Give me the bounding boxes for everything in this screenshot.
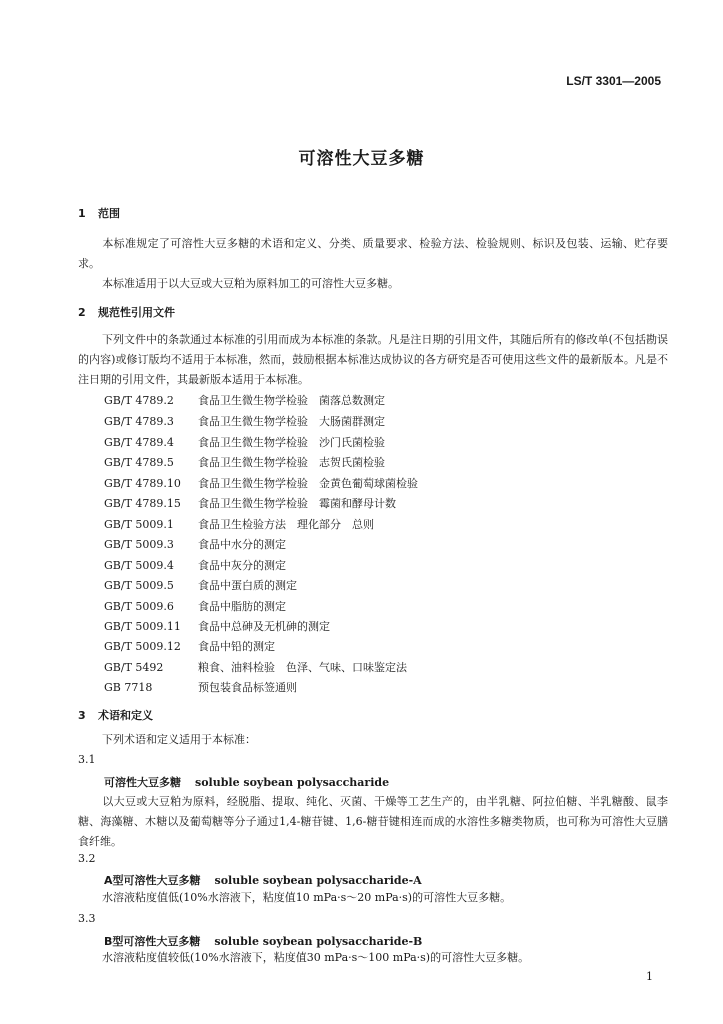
term-number: 3.1 bbox=[78, 753, 96, 766]
reference-title: 食品中灰分的测定 bbox=[198, 559, 286, 572]
reference-item bbox=[104, 536, 286, 552]
reference-title: 食品卫生微生物学检验 霉菌和酵母计数 bbox=[198, 497, 396, 510]
reference-title: 食品卫生微生物学检验 沙门氏菌检验 bbox=[198, 436, 385, 449]
standard-code: LS/T 3301—2005 bbox=[566, 74, 661, 88]
scope-text-1: 本标准规定了可溶性大豆多糖的术语和定义、分类、质量要求、检验方法、检验规则、标识及包装、运输、贮存要求。 bbox=[78, 237, 668, 270]
terms-intro-text: 下列术语和定义适用于本标准： bbox=[102, 733, 256, 746]
normative-intro-text: 下列文件中的条款通过本标准的引用而成为本标准的条款。凡是注日期的引用文件，其随后所有的修改单(不包括勘误的内容)或修订版均不适用于本标准，然而，鼓励根据本标准达成协议的各方研究是否可使用这些文件的最新版本。凡是不注日期的引用文件，其最新版本适用于本标准。 bbox=[78, 333, 668, 386]
reference-item bbox=[104, 454, 385, 470]
term-name-zh: B型可溶性大豆多糖 bbox=[104, 935, 201, 948]
reference-item bbox=[104, 495, 396, 511]
document-title: 可溶性大豆多糖 bbox=[298, 149, 425, 169]
section-number: 1 bbox=[78, 207, 86, 220]
reference-title: 食品中脂肪的测定 bbox=[198, 600, 286, 613]
reference-title: 食品中蛋白质的测定 bbox=[198, 579, 297, 592]
reference-code: GB/T 4789.2 bbox=[104, 394, 174, 407]
reference-item bbox=[104, 516, 374, 532]
reference-code: GB/T 5009.11 bbox=[104, 620, 181, 633]
reference-title: 食品中水分的测定 bbox=[198, 538, 286, 551]
reference-item bbox=[104, 577, 297, 593]
terms-intro-paragraph bbox=[78, 730, 668, 750]
reference-title: 粮食、油料检验 色泽、气味、口味鉴定法 bbox=[198, 661, 407, 674]
section-title: 规范性引用文件 bbox=[98, 306, 175, 319]
section-1-heading bbox=[78, 205, 120, 221]
reference-code: GB/T 5009.3 bbox=[104, 538, 174, 551]
term-heading bbox=[104, 774, 389, 790]
term-heading bbox=[104, 933, 422, 949]
reference-code: GB/T 4789.5 bbox=[104, 456, 174, 469]
section-3-heading bbox=[78, 707, 153, 723]
section-title: 范围 bbox=[98, 207, 120, 220]
reference-title: 食品卫生微生物学检验 大肠菌群测定 bbox=[198, 415, 385, 428]
term-name-en: soluble soybean polysaccharide-A bbox=[214, 874, 422, 887]
reference-item bbox=[104, 598, 286, 614]
normative-intro-paragraph bbox=[78, 330, 668, 390]
reference-code: GB/T 5009.4 bbox=[104, 559, 174, 572]
reference-item bbox=[104, 434, 385, 450]
reference-code: GB/T 4789.4 bbox=[104, 436, 174, 449]
reference-item bbox=[104, 618, 330, 634]
term-definition-text: 以大豆或大豆粕为原料，经脱脂、提取、纯化、灭菌、干燥等工艺生产的，由半乳糖、阿拉伯糖、半乳糖酸、鼠李糖、海藻糖、木糖以及葡萄糖等分子通过1,4-糖苷键、1,6-糖苷键相连而成的水溶性多糖类物质，也可称为可溶性大豆膳食纤维。 bbox=[78, 795, 668, 848]
term-definition bbox=[78, 888, 668, 908]
scope-text-2: 本标准适用于以大豆或大豆粕为原料加工的可溶性大豆多糖。 bbox=[102, 277, 399, 290]
reference-code: GB/T 5009.1 bbox=[104, 518, 174, 531]
term-definition bbox=[78, 948, 668, 968]
reference-title: 食品中总砷及无机砷的测定 bbox=[198, 620, 330, 633]
term-name-en: soluble soybean polysaccharide-B bbox=[214, 935, 423, 948]
reference-title: 食品卫生微生物学检验 志贺氏菌检验 bbox=[198, 456, 385, 469]
reference-item bbox=[104, 475, 418, 491]
reference-code: GB 7718 bbox=[104, 681, 153, 694]
reference-item bbox=[104, 413, 385, 429]
term-heading bbox=[104, 872, 422, 888]
term-definition-text: 水溶液粘度值低(10%水溶液下，粘度值10 mPa·s～20 mPa·s)的可溶性大豆多糖。 bbox=[102, 891, 512, 904]
term-definition-text: 水溶液粘度值较低(10%水溶液下，粘度值30 mPa·s～100 mPa·s)的可溶性大豆多糖。 bbox=[102, 951, 530, 964]
reference-code: GB/T 4789.3 bbox=[104, 415, 174, 428]
reference-title: 食品卫生检验方法 理化部分 总则 bbox=[198, 518, 374, 531]
reference-item bbox=[104, 659, 407, 675]
term-name-en: soluble soybean polysaccharide bbox=[195, 776, 390, 789]
term-name-zh: 可溶性大豆多糖 bbox=[104, 776, 181, 789]
reference-code: GB/T 5009.6 bbox=[104, 600, 174, 613]
term-name-zh: A型可溶性大豆多糖 bbox=[104, 874, 201, 887]
reference-item bbox=[104, 679, 297, 695]
reference-item bbox=[104, 557, 286, 573]
term-number: 3.2 bbox=[78, 852, 96, 865]
reference-item bbox=[104, 392, 385, 408]
reference-title: 预包装食品标签通则 bbox=[198, 681, 297, 694]
reference-title: 食品卫生微生物学检验 金黄色葡萄球菌检验 bbox=[198, 477, 418, 490]
term-number: 3.3 bbox=[78, 912, 96, 925]
section-number: 2 bbox=[78, 306, 86, 319]
section-title: 术语和定义 bbox=[98, 709, 153, 722]
section-number: 3 bbox=[78, 709, 86, 722]
section-2-heading bbox=[78, 304, 175, 320]
reference-item bbox=[104, 638, 275, 654]
reference-code: GB/T 5009.5 bbox=[104, 579, 174, 592]
page-number: 1 bbox=[646, 970, 653, 983]
reference-title: 食品卫生微生物学检验 菌落总数测定 bbox=[198, 394, 385, 407]
reference-code: GB/T 4789.10 bbox=[104, 477, 181, 490]
reference-title: 食品中铅的测定 bbox=[198, 640, 275, 653]
reference-code: GB/T 5009.12 bbox=[104, 640, 181, 653]
scope-paragraph-1 bbox=[78, 234, 668, 274]
term-definition bbox=[78, 792, 668, 852]
reference-code: GB/T 5492 bbox=[104, 661, 164, 674]
scope-paragraph-2 bbox=[78, 274, 668, 294]
reference-code: GB/T 4789.15 bbox=[104, 497, 181, 510]
